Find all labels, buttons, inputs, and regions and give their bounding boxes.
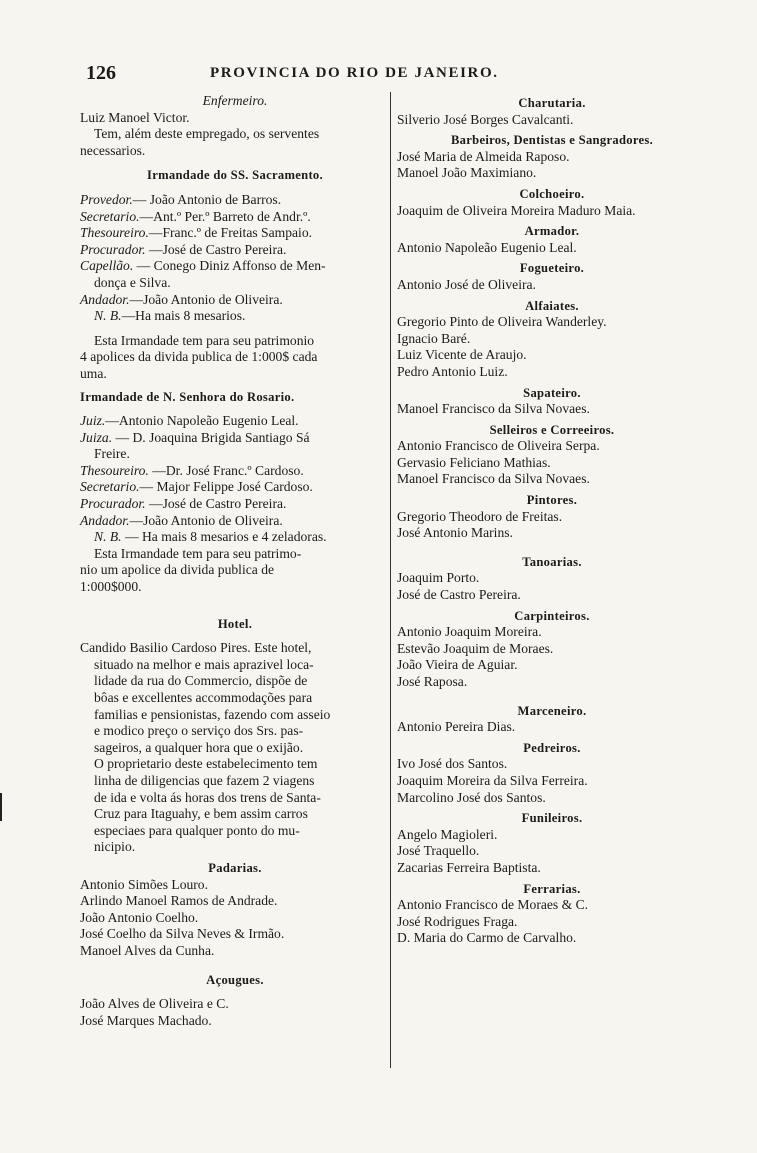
section-title-armador: Armador.: [524, 224, 580, 239]
section-title-charutaria: Charutaria.: [518, 96, 586, 110]
list-item: José de Castro Pereira.: [397, 587, 521, 603]
list-item: Antonio José de Oliveira.: [397, 276, 536, 292]
hotel-line: familias e pensionistas, fazendo com asseio: [94, 706, 331, 722]
list-item: Marcolino José dos Santos.: [397, 789, 546, 805]
nb-line: [80, 308, 390, 325]
list-item: Antonio Pereira Dias.: [397, 719, 516, 735]
section-title-rosario: Irmandade de N. Senhora do Rosario.: [80, 389, 295, 404]
officer-name: — Conego Diniz Affonso de Men-: [133, 258, 326, 274]
officer-line: [80, 225, 390, 242]
role-label: Secretario.: [80, 479, 140, 495]
spacer: [397, 542, 707, 550]
spacer: [80, 325, 390, 333]
role-label: Secretario.: [80, 208, 140, 224]
officer-line: [80, 463, 390, 480]
hotel-line: e modico preço o serviço dos Srs. pas-: [94, 723, 304, 739]
list-item: José Raposa.: [397, 674, 468, 689]
section-title-alfaiates: Alfaiates.: [525, 298, 579, 313]
role-label: Andador.: [80, 291, 130, 307]
section-title-pintores: Pintores.: [526, 493, 578, 508]
officer-name: —Franc.º de Freitas Sampaio.: [148, 225, 313, 241]
patrimonio-line: 4 apolices da divida publica de 1:000$ cada: [80, 349, 318, 365]
officer-name: —Antonio Napoleão Eugenio Leal.: [105, 413, 299, 429]
hotel-line: de ida e volta ás horas dos trens de Santa-: [94, 789, 321, 805]
running-title: PROVINCIA DO RIO DE JANEIRO.: [210, 65, 499, 81]
list-item: Silverio José Borges Cavalcanti.: [397, 111, 574, 127]
list-item: João Antonio Coelho.: [80, 909, 199, 925]
list-item: José Marques Machado.: [80, 1012, 212, 1028]
section-title-ferrarias: Ferrarias.: [523, 881, 581, 896]
officer-name: —José de Castro Pereira.: [145, 496, 287, 512]
hotel-line: O proprietario deste estabelecimento tem: [94, 756, 318, 772]
hotel-line: linha de diligencias que fazem 2 viagens: [94, 772, 315, 788]
nb-line: [80, 529, 390, 546]
role-label: Procurador.: [80, 496, 146, 512]
list-item: José Coelho da Silva Neves & Irmão.: [80, 926, 285, 942]
section-title-enfermeiro: Enfermeiro.: [202, 93, 268, 108]
spacer: [80, 596, 390, 612]
officer-line: [80, 496, 390, 513]
list-item: Manoel Francisco da Silva Novaes.: [397, 401, 590, 417]
list-item: José Antonio Marins.: [397, 525, 513, 541]
role-label: Capellão.: [80, 258, 134, 274]
role-label: Juiza.: [80, 429, 113, 445]
hotel-line: nicipio.: [94, 839, 136, 855]
list-item: Antonio Simões Louro.: [80, 876, 209, 892]
officer-line: [80, 209, 390, 226]
nb-label: N. B.: [94, 529, 122, 545]
section-title-selleiros: Selleiros e Correeiros.: [489, 422, 615, 437]
officer-line: [80, 242, 390, 259]
spacer: [80, 184, 390, 192]
list-item: D. Maria do Carmo de Carvalho.: [397, 930, 577, 946]
patrimonio-line: uma.: [80, 365, 107, 381]
page-header: [80, 62, 680, 84]
patrimonio-line: Esta Irmandade tem para seu patrimo-: [94, 545, 302, 561]
list-item: João Vieira de Aguiar.: [397, 657, 518, 673]
officer-name: —João Antonio de Oliveira.: [129, 512, 283, 528]
section-title-sapateiro: Sapateiro.: [523, 385, 581, 400]
officer-line: [80, 192, 390, 209]
section-title-marceneiro: Marceneiro.: [517, 703, 587, 718]
list-item: Joaquim de Oliveira Moreira Maduro Maia.: [397, 202, 636, 218]
nb-text: — Ha mais 8 mesarios e 4 zeladoras.: [121, 529, 327, 545]
officer-name: —José de Castro Pereira.: [145, 241, 287, 257]
list-item: Angelo Magioleri.: [397, 826, 498, 842]
nb-text: —Ha mais 8 mesarios.: [121, 308, 246, 324]
nb-label: N. B.: [94, 308, 122, 324]
list-item: Antonio Francisco de Oliveira Serpa.: [397, 438, 600, 454]
officer-line: [80, 413, 390, 430]
patrimonio-line: Esta Irmandade tem para seu patrimonio: [94, 332, 315, 348]
list-item: Antonio Napoleão Eugenio Leal.: [397, 239, 577, 255]
section-title-sacramento: Irmandade do SS. Sacramento.: [147, 168, 323, 183]
list-item: Zacarias Ferreira Baptista.: [397, 859, 541, 875]
role-label: Thesoureiro.: [80, 462, 149, 478]
page-number: 126: [86, 62, 116, 84]
list-item: Joaquim Moreira da Silva Ferreira.: [397, 772, 588, 788]
section-title-acougues: Açougues.: [206, 972, 264, 987]
spacer: [80, 632, 390, 640]
officer-line: [80, 513, 390, 530]
role-label: Provedor.: [80, 191, 133, 207]
section-title-tanoarias: Tanoarias.: [522, 554, 582, 569]
list-item: Antonio Francisco de Moraes & C.: [397, 897, 589, 913]
patrimonio-line: 1:000$000.: [80, 579, 142, 595]
officer-line: [80, 479, 390, 496]
right-column: [397, 93, 707, 947]
list-item: Antonio Joaquim Moreira.: [397, 624, 542, 640]
officer-line-cont: donça e Silva.: [94, 274, 171, 290]
list-item: Gregorio Pinto de Oliveira Wanderley.: [397, 314, 607, 330]
list-item: Ivo José dos Santos.: [397, 756, 508, 772]
officer-name: — João Antonio de Barros.: [132, 191, 282, 207]
officer-name: — Major Felippe José Cardoso.: [139, 479, 313, 495]
role-label: Juiz.: [80, 413, 106, 429]
hotel-line: lidade da rua do Commercio, dispõe de: [94, 673, 308, 689]
officer-line-cont: Freire.: [94, 446, 130, 462]
officer-name: —Dr. José Franc.º Cardoso.: [148, 462, 304, 478]
section-title-carpinteiros: Carpinteiros.: [514, 608, 590, 623]
officer-line: [80, 292, 390, 309]
list-item: Luiz Vicente de Araujo.: [397, 347, 527, 363]
officer-name: —Ant.º Per.º Barreto de Andr.º.: [139, 208, 311, 224]
role-label: Andador.: [80, 512, 130, 528]
list-item: Gervasio Feliciano Mathias.: [397, 454, 551, 470]
column-divider: [390, 92, 391, 1068]
section-title-funileiros: Funileiros.: [521, 811, 583, 826]
hotel-line: situado na melhor e mais aprazivel loca-: [94, 656, 314, 672]
section-title-fogueteiro: Fogueteiro.: [519, 261, 585, 276]
note-line: necessarios.: [80, 142, 146, 158]
note-line: Tem, além deste empregado, os serventes: [94, 126, 320, 142]
spacer: [397, 691, 707, 699]
left-column: [80, 93, 390, 1029]
hotel-line: bôas e excellentes accommodações para: [94, 690, 313, 705]
officer-name: —João Antonio de Oliveira.: [129, 291, 283, 307]
officer-line: [80, 258, 390, 275]
spacer: [80, 405, 390, 413]
hotel-line: Cruz para Itaguahy, e bem assim carros: [94, 806, 308, 822]
margin-mark: [0, 793, 2, 821]
list-item: Joaquim Porto.: [397, 570, 480, 586]
list-item: Arlindo Manoel Ramos de Andrade.: [80, 893, 278, 909]
spacer: [80, 988, 390, 996]
officer-line: [80, 430, 390, 447]
list-item: Manoel Francisco da Silva Novaes.: [397, 471, 590, 487]
officer-name: — D. Joaquina Brigida Santiago Sá: [112, 429, 310, 445]
list-item: José Rodrigues Fraga.: [397, 913, 518, 929]
list-item: Gregorio Theodoro de Freitas.: [397, 508, 563, 524]
section-title-colchoeiro: Colchoeiro.: [519, 186, 585, 201]
section-title-barbeiros: Barbeiros, Dentistas e Sangradores.: [450, 133, 654, 148]
section-title-hotel: Hotel.: [217, 616, 253, 631]
role-label: Procurador.: [80, 241, 146, 257]
list-item: Manoel João Maximiano.: [397, 165, 537, 181]
hotel-line: sageiros, a qualquer hora que o exijão.: [94, 739, 304, 755]
role-label: Thesoureiro.: [80, 225, 149, 241]
list-item: Ignacio Baré.: [397, 330, 471, 346]
list-item: José Traquello.: [397, 843, 480, 859]
hotel-line: Candido Basilio Cardoso Pires. Este hotel,: [80, 640, 312, 656]
section-title-pedreiros: Pedreiros.: [523, 740, 581, 755]
list-item: Pedro Antonio Luiz.: [397, 363, 508, 379]
spacer: [80, 960, 390, 968]
section-title-padarias: Padarias.: [208, 860, 262, 875]
entry-name: Luiz Manoel Victor.: [80, 109, 190, 125]
patrimonio-line: nio um apolice da divida publica de: [80, 562, 275, 578]
hotel-line: especiaes para qualquer ponto do mu-: [94, 822, 300, 838]
list-item: Estevão Joaquim de Moraes.: [397, 640, 554, 656]
list-item: Manoel Alves da Cunha.: [80, 942, 215, 958]
list-item: José Maria de Almeida Raposo.: [397, 148, 570, 164]
list-item: João Alves de Oliveira e C.: [80, 996, 229, 1012]
